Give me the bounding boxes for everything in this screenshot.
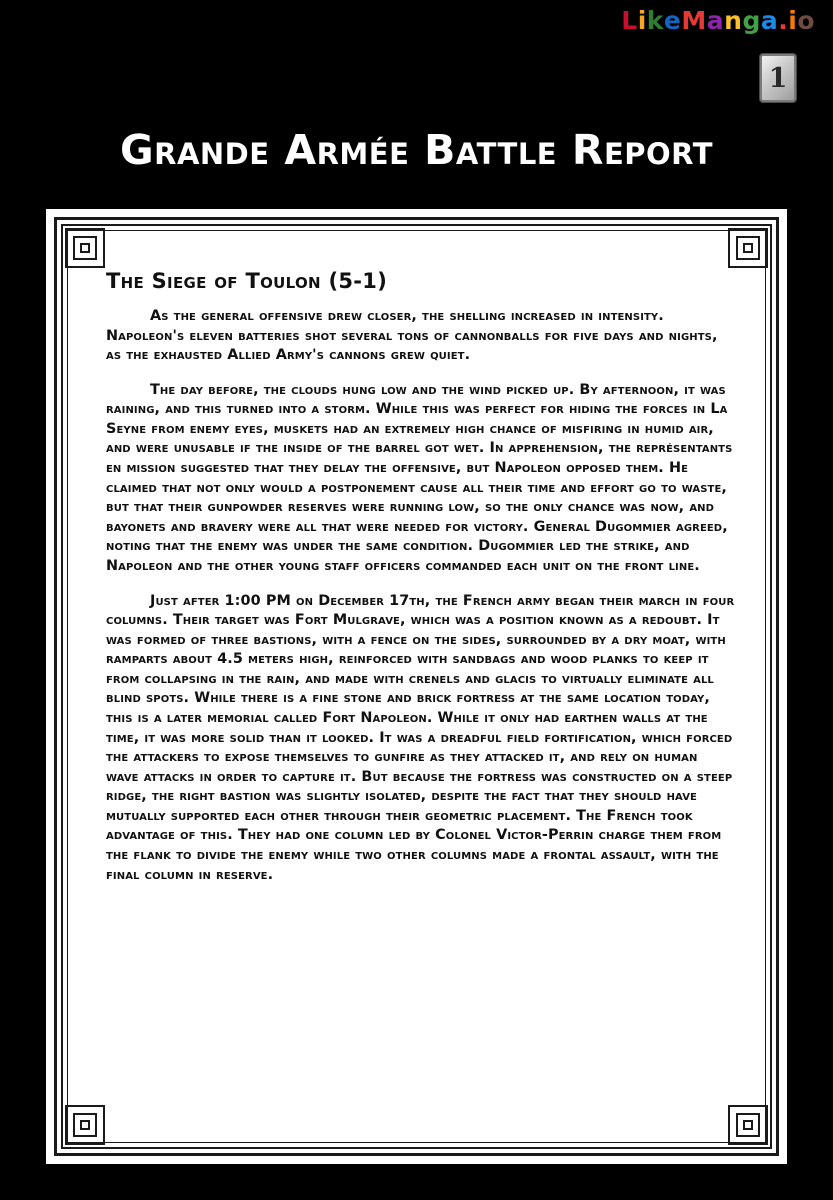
body-paragraph: The day before, the clouds hung low and the wind picked up. By afternoon, it was raining, and this turned into a storm. While this was perfect for hiding the forces in La Seyne from enemy eyes, muskets had an extremely high chance of misfiring in humid air, and were unusable if the inside of the barrel got wet. In apprehension, the représentants en mission suggested that they delay the offensive, but Napoleon opposed them. He claimed that not only would a postponement cause all their time and effort go to waste, but that their gunpowder reserves were running low, so the only chance was now, and bayonets and bravery were all that were needed for victory. General Dugommier agreed, noting that the enemy was under the same condition. Dugommier led the strike, and Napoleon and the other young staff officers commanded each unit on the front line. xyxy=(106,381,733,574)
body-paragraph: As the general offensive drew closer, the shelling increased in intensity. Napoleon's eleven batteries shot several tons of cannonballs for five days and nights, as the exhausted Allied Army's cannons grew quiet. xyxy=(106,308,718,364)
page-number: 1 xyxy=(768,62,788,94)
document-panel xyxy=(46,209,787,1164)
site-watermark: LikeManga.io xyxy=(621,6,815,35)
document-body xyxy=(106,269,735,1112)
page-title: Grande Armée Battle Report xyxy=(119,126,713,174)
page-marker-icon xyxy=(760,54,796,102)
section-heading: The Siege of Toulon (5-1) xyxy=(106,269,388,293)
body-paragraph: Just after 1:00 PM on December 17th, the French army began their march in four columns. Their target was Fort Mulgrave, which was a position known as a redoubt. It was formed of three bastions, with a fence on the sides, surrounded by a dry moat, with ramparts about 4.5 meters high, reinforced with sandbags and wood planks to keep it from collapsing in the rain, and made with crenels and glacis to virtually eliminate all blind spots. While there is a fine stone and brick fortress at the same location today, this is a later memorial called Fort Napoleon. While it only had earthen walls at the time, it was more solid than it looked. It was a dreadful field fortification, which forced the attackers to expose themselves to gunfire as they attacked it, and rely on human wave attacks in order to capture it. But because the fortress was constructed on a steep ridge, the right bastion was slightly isolated, despite the fact that they should have mutually supported each other through their geometric placement. The French took advantage of this. They had one column led by Colonel Victor-Perrin charge them from the flank to divide the enemy while two other columns made a frontal assault, with the final column in reserve. xyxy=(106,592,735,883)
